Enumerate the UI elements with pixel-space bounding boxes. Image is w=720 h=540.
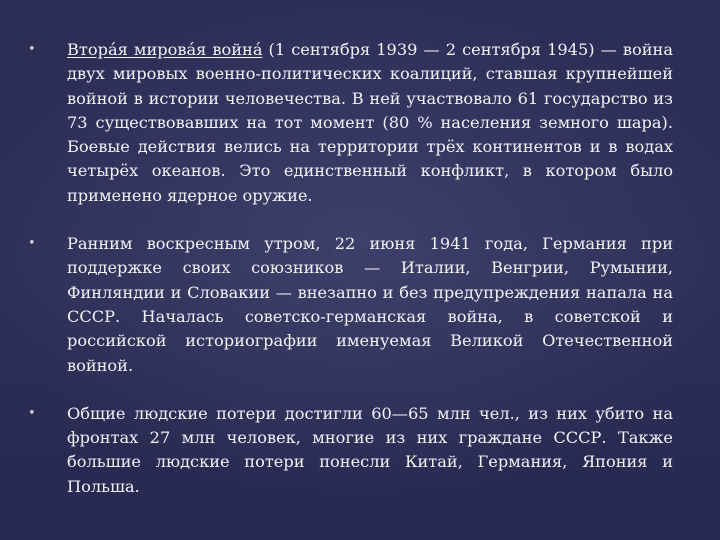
bullet-list bbox=[28, 38, 673, 499]
bullet-text: (1 сентября 1939 — 2 сентября 1945) — война двух мировых военно-политических коалиций, ставшая крупнейшей войной в истории человечества. В ней участвовало 61 государство из 73 существовавших на тот момент (80 % населения земного шара). Боевые действия велись на территории трёх континентов и в водах четырёх океанов. Это единственный конфликт, в котором было применено ядерное оружие. bbox=[67, 40, 673, 205]
bullet-dot-icon: • bbox=[28, 405, 36, 421]
bullet-dot-icon: • bbox=[28, 42, 36, 57]
bullet-item-ww2-definition bbox=[28, 38, 673, 208]
term-link-ww2[interactable]: Втора́я мирова́я война́ bbox=[67, 40, 263, 59]
bullet-text: Общие людские потери достигли 60—65 млн чел., из них убито на фронтах 27 млн человек, многие из них граждане СССР. Также большие людские потери понесли Китай, Германия, Япония и Польша. bbox=[67, 403, 673, 496]
bullet-dot-icon: • bbox=[28, 236, 36, 252]
bullet-item-human-losses bbox=[28, 402, 673, 499]
bullet-item-invasion-ussr bbox=[28, 232, 673, 378]
bullet-text: Ранним воскресным утром, 22 июня 1941 года, Германия при поддержке своих союзников — Италии, Венгрии, Румынии, Финляндии и Словакии — внезапно и без предупреждения напала на СССР. Началась советско-германская война, в советской и российской историографии именуемая Великой Отечественной войной. bbox=[67, 234, 673, 375]
